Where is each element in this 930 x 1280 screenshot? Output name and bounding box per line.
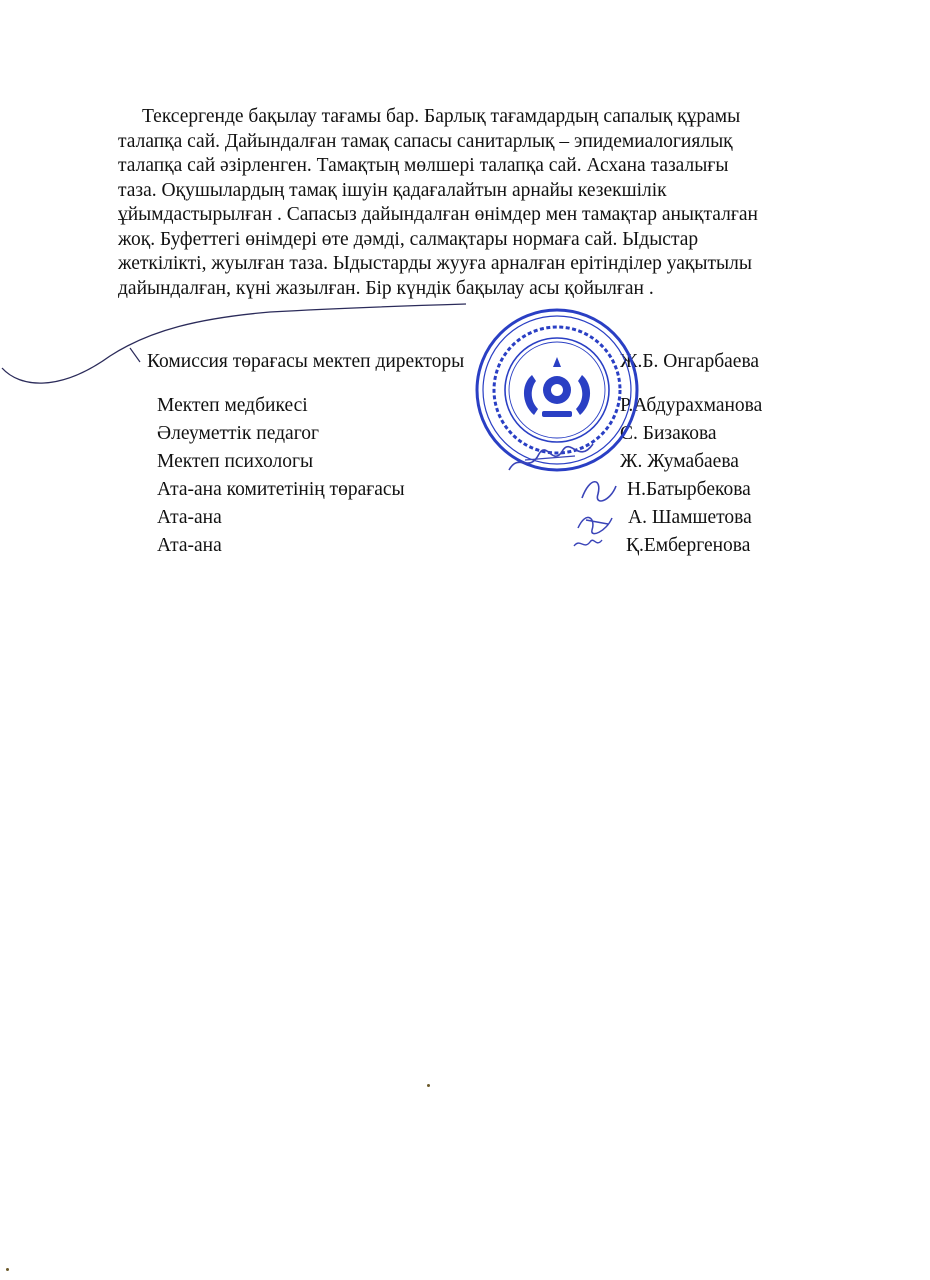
paragraph-line: дайындалған, күні жазылған. Бір күндік бақылау асы қойылған . <box>118 277 654 299</box>
chair-role: Комиссия төрағасы мектеп директоры <box>147 351 465 372</box>
chair-name: Ж.Б. Онгарбаева <box>620 351 760 372</box>
paragraph-line: жеткілікті, жуылған таза. Ыдыстарды жууға арналған ерітінділер уақытылы <box>118 253 752 274</box>
paragraph-line: таза. Оқушылардың тамақ ішуін қадағалайтын арнайы кезекшілік <box>118 179 667 201</box>
signatory-name: Н.Батырбекова <box>627 479 751 500</box>
paper-speck <box>427 1084 430 1087</box>
paragraph-line: жоқ. Буфеттегі өнімдері өте дәмді, салмақтары нормаға сай. Ыдыстар <box>118 228 699 250</box>
signatory-role: Ата-ана <box>157 507 222 528</box>
paragraph-line: Тексергенде бақылау тағамы бар. Барлық тағамдардың сапалық құрамы <box>142 106 741 127</box>
signatory-role: Мектеп медбикесі <box>157 395 308 416</box>
signatory-name: Р.Абдурахманова <box>620 395 763 416</box>
signatory-name: А. Шамшетова <box>628 507 752 528</box>
report-paragraph <box>118 105 836 301</box>
signatory-name: Ж. Жумабаева <box>620 451 739 472</box>
paragraph-line: талапқа сай әзірленген. Тамақтың мөлшері талапқа сай. Асхана тазалығы <box>118 155 729 176</box>
signatory-name: Қ.Ембергенова <box>626 535 751 556</box>
signature <box>572 458 627 553</box>
signatory-name: С. Бизакова <box>620 423 717 444</box>
signatory-role: Ата-ана <box>157 535 222 556</box>
paper-speck <box>6 1268 9 1271</box>
signatory-role: Мектеп психологы <box>157 451 314 472</box>
paragraph-line: ұйымдастырылған . Сапасыз дайындалған өнімдер мен тамақтар анықталған <box>118 204 758 225</box>
paragraph-line: талапқа сай. Дайындалған тамақ сапасы санитарлық – эпидемиалогиялық <box>118 130 733 152</box>
signatory-role: Ата-ана комитетінің төрағасы <box>157 479 405 500</box>
signatory-role: Әлеуметтік педагог <box>157 423 319 444</box>
